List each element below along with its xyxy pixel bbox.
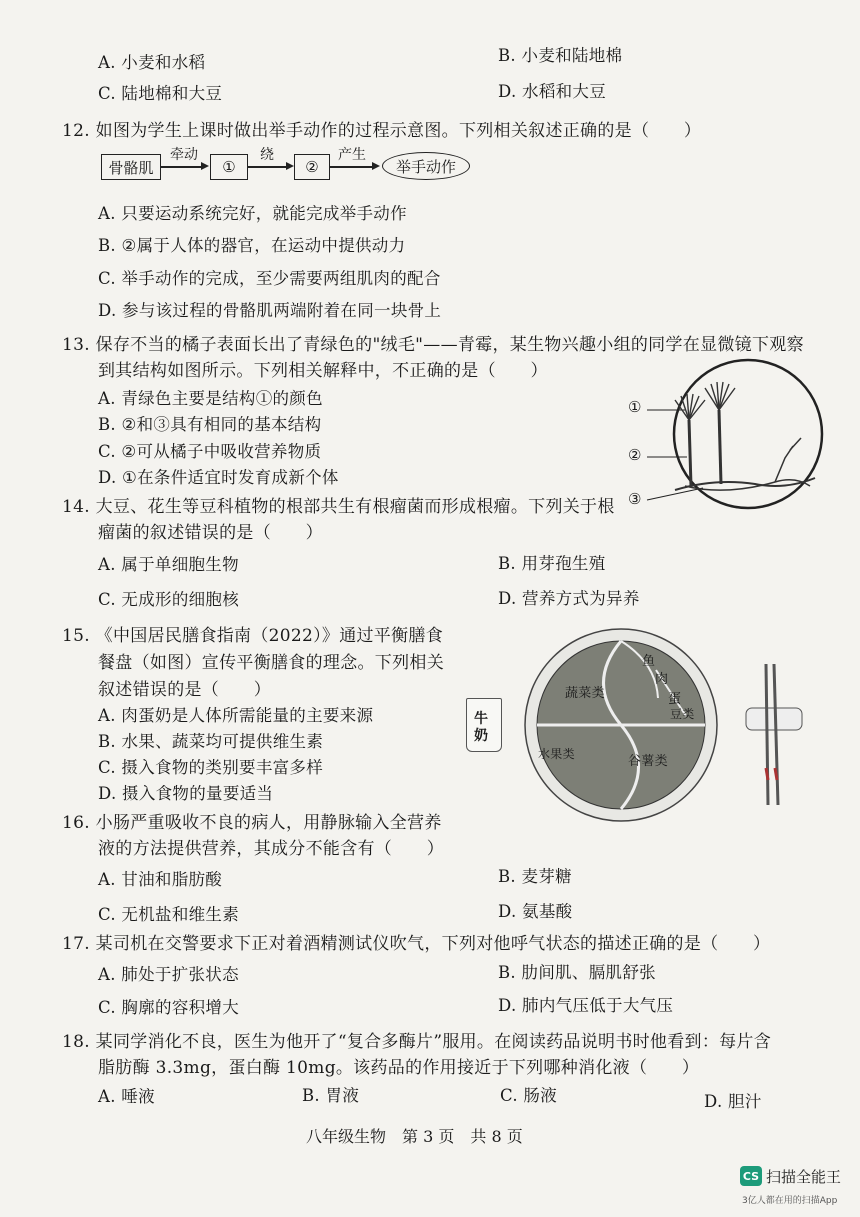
q18-stem-line1: 18. 某同学消化不良，医生为他开了“复合多酶片”服用。在阅读药品说明书时他看到：每片含 [62, 1032, 772, 1052]
q12-stem: 12. 如图为学生上课时做出举手动作的过程示意图。下列相关叙述正确的是（ ） [62, 121, 702, 141]
q14-stem-line2: 瘤菌的叙述错误的是（ ） [98, 523, 323, 543]
q18-stem-line2: 脂肪酶 3.3mg，蛋白酶 10mg。该药品的作用接近于下列哪种消化液（ ） [98, 1058, 700, 1078]
camscanner-logo-icon: CS [740, 1166, 762, 1186]
diagram-arrow [330, 166, 374, 168]
plate-label-egg: 蛋 [668, 692, 682, 707]
q15-option-b: B. 水果、蔬菜均可提供维生素 [98, 732, 324, 751]
diagram-oval-hand-raise: 举手动作 [382, 152, 470, 180]
q14-option-c: C. 无成形的细胞核 [98, 590, 240, 609]
plate-label-meat: 肉 [655, 672, 669, 687]
q15-stem-line1: 15. 《中国居民膳食指南（2022）》通过平衡膳食 [62, 626, 444, 646]
chopsticks-icon [740, 660, 810, 810]
q14-option-d: D. 营养方式为异养 [498, 589, 640, 608]
watermark-tagline: 3亿人都在用的扫描App [742, 1196, 838, 1206]
figure-label-1: ① [628, 398, 642, 416]
q14-stem-line1: 14. 大豆、花生等豆科植物的根部共生有根瘤菌而形成根瘤。下列关于根 [62, 497, 615, 517]
diagram-box-2: ② [294, 154, 330, 180]
q17-option-d: D. 肺内气压低于大气压 [498, 996, 674, 1015]
figure-label-3: ③ [628, 490, 642, 508]
q15-option-c: C. 摄入食物的类别要丰富多样 [98, 758, 324, 777]
q16-option-d: D. 氨基酸 [498, 902, 573, 921]
q12-option-b: B. ②属于人体的器官，在运动中提供动力 [98, 236, 406, 255]
q14-option-b: B. 用芽孢生殖 [498, 554, 606, 573]
q15-stem-line3: 叙述错误的是（ ） [98, 680, 271, 700]
q17-stem: 17. 某司机在交警要求下正对着酒精测试仪吹气，下列对他呼气状态的描述正确的是（ ） [62, 934, 771, 954]
q13-option-c: C. ②可从橘子中吸收营养物质 [98, 442, 322, 461]
q12-option-a: A. 只要运动系统完好，就能完成举手动作 [98, 204, 407, 223]
diagram-arrow [248, 166, 288, 168]
diagram-arrow-head [286, 162, 294, 170]
q11-option-d: D. 水稻和大豆 [498, 82, 607, 101]
diagram-arrow-label-produce: 产生 [338, 147, 366, 163]
q16-option-c: C. 无机盐和维生素 [98, 905, 240, 924]
plate-label-beans: 豆类 [670, 707, 695, 721]
q11-option-c: C. 陆地棉和大豆 [98, 84, 223, 103]
plate-label-fruit: 水果类 [538, 747, 575, 761]
q16-stem-line1: 16. 小肠严重吸收不良的病人，用静脉输入全营养 [62, 813, 442, 833]
q18-option-b: B. 胃液 [302, 1086, 360, 1105]
q11-option-a: A. 小麦和水稻 [98, 53, 206, 72]
q17-option-b: B. 肋间肌、膈肌舒张 [498, 963, 656, 982]
q18-option-d: D. 胆汁 [704, 1092, 762, 1111]
diagram-box-1: ① [210, 154, 248, 180]
plate-label-vegetables: 蔬菜类 [565, 686, 605, 701]
diagram-arrow-label-around: 绕 [260, 147, 274, 163]
q18-option-c: C. 肠液 [500, 1086, 558, 1105]
plate-drawing [516, 628, 736, 828]
watermark-brand-name: 扫描全能王 [766, 1168, 842, 1186]
q16-option-b: B. 麦芽糖 [498, 867, 572, 886]
q16-option-a: A. 甘油和脂肪酸 [98, 870, 223, 889]
q13-stem-line1: 13. 保存不当的橘子表面长出了青绿色的"绒毛"——青霉，某生物兴趣小组的同学在显微镜下观察 [62, 335, 804, 355]
diagram-arrow [161, 166, 203, 168]
q13-option-d: D. ①在条件适宜时发育成新个体 [98, 468, 339, 487]
q17-option-c: C. 胸廓的容积增大 [98, 998, 240, 1017]
q13-option-a: A. 青绿色主要是结构①的颜色 [98, 389, 323, 408]
q18-option-a: A. 唾液 [98, 1087, 155, 1106]
diagram-arrow-head [372, 162, 380, 170]
q15-option-a: A. 肉蛋奶是人体所需能量的主要来源 [98, 706, 374, 725]
q13-option-b: B. ②和③具有相同的基本结构 [98, 415, 322, 434]
milk-label-1: 牛 [474, 711, 489, 727]
q11-option-b: B. 小麦和陆地棉 [498, 46, 623, 65]
plate-label-fish: 鱼 [642, 654, 656, 669]
q15-option-d: D. 摄入食物的量要适当 [98, 784, 274, 803]
q13-stem-line2: 到其结构如图所示。下列相关解释中，不正确的是（ ） [98, 361, 548, 381]
q15-stem-line2: 餐盘（如图）宣传平衡膳食的理念。下列相关 [98, 653, 444, 673]
q14-option-a: A. 属于单细胞生物 [98, 555, 239, 574]
q17-option-a: A. 肺处于扩张状态 [98, 965, 239, 984]
diagram-box-skeletal-muscle: 骨骼肌 [101, 154, 161, 180]
q16-stem-line2: 液的方法提供营养，其成分不能含有（ ） [98, 839, 444, 859]
plate-label-grains: 谷薯类 [628, 754, 668, 769]
page-footer: 八年级生物 第 3 页 共 8 页 [306, 1127, 523, 1146]
figure-label-2: ② [628, 446, 642, 464]
q12-option-c: C. 举手动作的完成，至少需要两组肌肉的配合 [98, 269, 441, 288]
diagram-arrow-head [201, 162, 209, 170]
diagram-arrow-label-pull: 牵动 [170, 147, 198, 163]
milk-label-2: 奶 [474, 728, 489, 744]
penicillium-drawing [625, 358, 845, 518]
q12-option-d: D. 参与该过程的骨骼肌两端附着在同一块骨上 [98, 301, 442, 320]
